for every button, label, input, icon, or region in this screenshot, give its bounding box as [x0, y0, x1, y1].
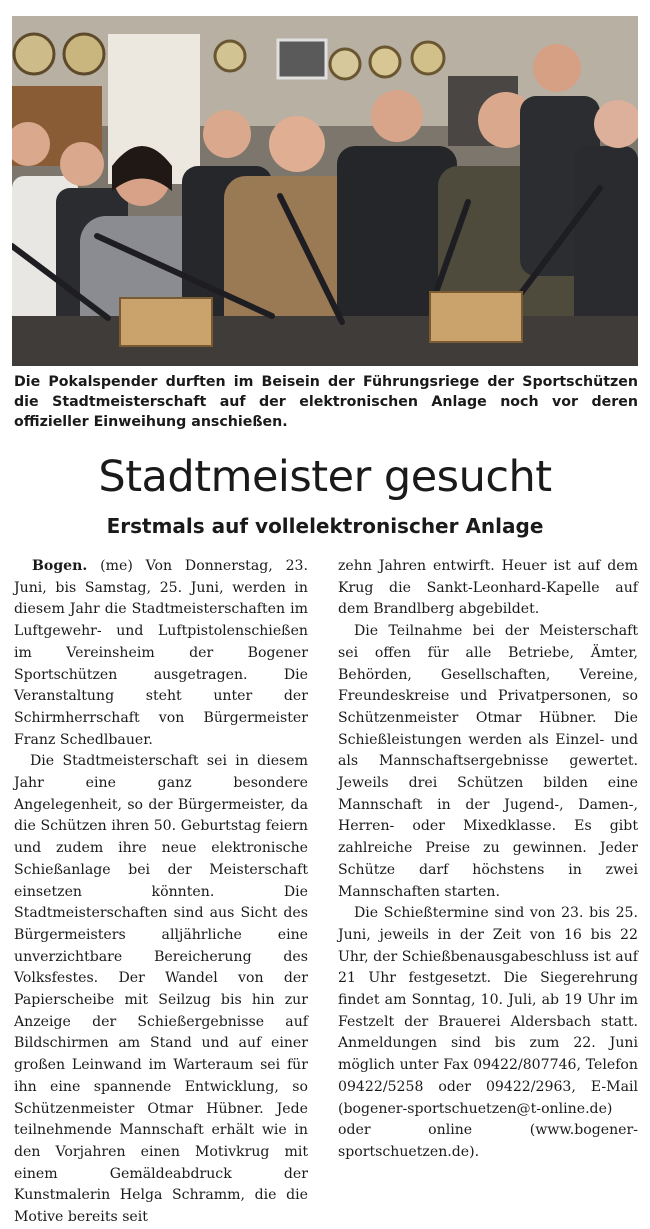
article-column-left	[14, 556, 308, 1229]
photo-caption: Die Pokalspender durften im Beisein der Führungsriege der Sportschützen die Stadtmeisterschaft auf der elektronischen Anlage noch vor deren offizieller Einweihung anschießen.	[14, 374, 638, 430]
article-paragraph-text: (me) Von Donnerstag, 23. Juni, bis Samstag, 25. Juni, werden in diesem Jahr die Stadtmeisterschaften im Luftgewehr- und Luftpistolenschießen im Vereinsheim der Bogener Sportschützen ausgetragen. Die Veranstaltung steht unter der Schirmherrschaft von Bürgermeister Franz Schedlbauer.	[14, 558, 308, 748]
article-paragraph: zehn Jahren entwirft. Heuer ist auf dem Krug die Sankt-Leonhard-Kapelle auf dem Brandlberg abgebildet.	[338, 558, 638, 618]
dateline: Bogen.	[32, 558, 88, 574]
headline: Stadtmeister gesucht	[98, 452, 552, 502]
group-photo-illustration	[12, 16, 638, 366]
article-column-right	[338, 556, 638, 1164]
article-paragraph: Die Teilnahme bei der Meisterschaft sei offen für alle Betriebe, Ämter, Behörden, Gesellschaften, Vereine, Freundeskreise und Privatpersonen, so Schützenmeister Otmar Hübner. Die Schießleistungen werden als Einzel- und als Mannschaftsergebnisse gewertet. Jeweils drei Schützen bilden eine Mannschaft in der Jugend-, Damen-, Herren- oder Mixedklasse. Es gibt zahlreiche Preise zu gewinnen. Jeder Schütze darf höchstens in zwei Mannschaften starten.	[338, 623, 638, 900]
article-paragraph	[14, 556, 308, 751]
group-photo	[12, 16, 638, 366]
subheadline: Erstmals auf vollelektronischer Anlage	[106, 514, 544, 538]
article-paragraph: Die Stadtmeisterschaft sei in diesem Jahr eine ganz besondere Angelegenheit, so der Bürgermeister, da die Schützen ihren 50. Geburtstag feiern und zudem ihre neue elektronische Schießanlage bei der Meisterschaft einsetzen könnten. Die Stadtmeisterschaften sind aus Sicht des Bürgermeisters alljährliche eine unverzichtbare Bereicherung des Volksfestes. Der Wandel von der Papierscheibe mit Seilzug bis hin zur Anzeige der Schießergebnisse auf Bildschirmen am Stand und auf einer großen Leinwand im Warteraum sei für ihn eine spannende Entwicklung, so Schützenmeister Otmar Hübner. Jede teilnehmende Mannschaft erhält wie in den Vorjahren einen Motivkrug mit einem Gemäldeabdruck der Kunstmalerin Helga Schramm, die die Motive bereits seit	[14, 753, 308, 1226]
article-paragraph: Die Schießtermine sind von 23. bis 25. Juni, jeweils in der Zeit von 16 bis 22 Uhr, der Schießbenausgabeschluss ist auf 21 Uhr festgesetzt. Die Siegerehrung findet am Sonntag, 10. Juli, ab 19 Uhr im Festzelt der Brauerei Aldersbach statt. Anmeldungen sind bis zum 22. Juni möglich unter Fax 09422/807746, Telefon 09422/5258 oder 09422/2963, E-Mail (bogener-sportschuetzen@t-online.de) oder online (www.bogener-sportschuetzen.de).	[338, 905, 638, 1160]
